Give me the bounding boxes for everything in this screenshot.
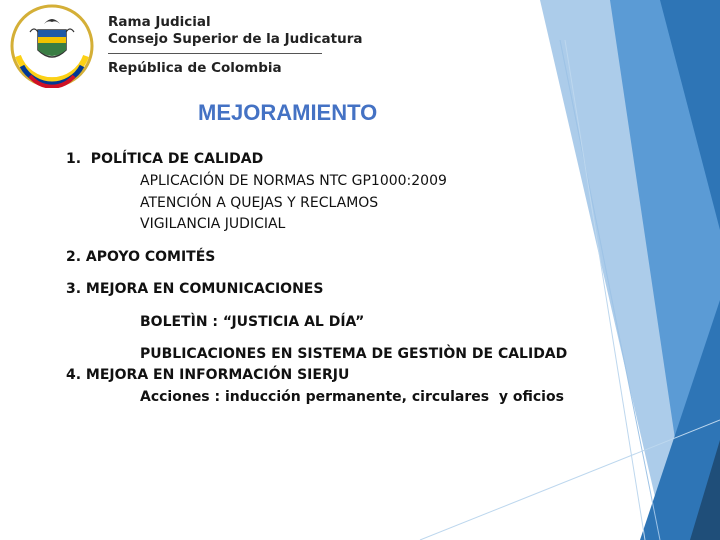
- org-line-republica: República de Colombia: [108, 60, 282, 76]
- institution-header: [6, 4, 363, 90]
- item-1-sub-quejas: ATENCIÓN A QUEJAS Y RECLAMOS: [140, 195, 379, 211]
- colombia-coat-of-arms-seal: [8, 4, 98, 88]
- item-3-mejora-comunicaciones: 3. MEJORA EN COMUNICACIONES: [66, 281, 324, 297]
- org-line-rama-judicial: Rama Judicial: [108, 14, 211, 30]
- item-1-sub-normas: APLICACIÓN DE NORMAS NTC GP1000:2009: [140, 173, 447, 189]
- institution-name-block: [108, 14, 362, 77]
- item-3-sub-publicaciones: PUBLICACIONES EN SISTEMA DE GESTIÒN DE CALIDAD: [140, 346, 568, 362]
- item-4-sub-acciones: Acciones : inducción permanente, circulares y oficios: [140, 389, 564, 405]
- item-3-sub-boletin: BOLETÌN : “JUSTICIA AL DÍA”: [140, 314, 365, 330]
- slide-title: MEJORAMIENTO: [198, 100, 378, 125]
- item-2-apoyo-comites: 2. APOYO COMITÉS: [66, 249, 216, 265]
- org-line-consejo-superior: Consejo Superior de la Judicatura: [108, 31, 363, 47]
- org-divider: [108, 53, 322, 54]
- item-1-politica-calidad: 1. POLÍTICA DE CALIDAD: [66, 151, 264, 167]
- item-4-mejora-informacion: 4. MEJORA EN INFORMACIÓN SIERJU: [66, 367, 350, 383]
- item-1-sub-vigilancia: VIGILANCIA JUDICIAL: [140, 216, 286, 232]
